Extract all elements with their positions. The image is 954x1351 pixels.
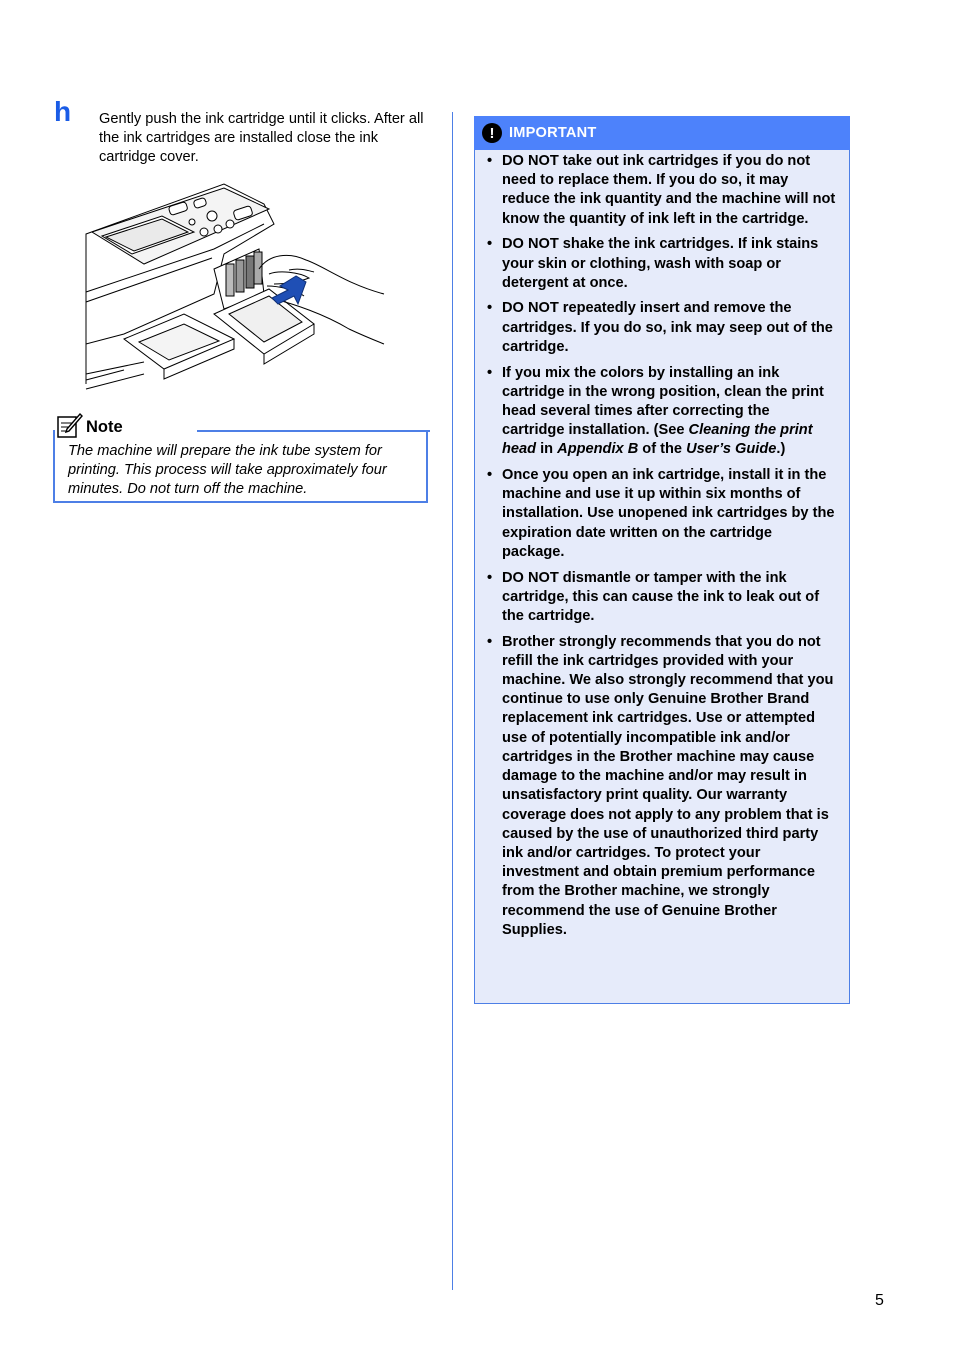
column-divider	[452, 112, 453, 1290]
step-instruction: Gently push the ink cartridge until it clicks. After all the ink cartridges are installed close the ink cartridge cover.	[99, 111, 424, 166]
item-text: If you mix the colors by installing an ink cartridge in the wrong position, clean the print head several times after correcting the cartridge installation. (See	[502, 364, 824, 439]
reference-guide: User’s Guide	[686, 441, 777, 458]
note-pencil-icon	[56, 412, 83, 439]
item-text: in	[536, 441, 558, 458]
important-title: IMPORTANT	[509, 125, 597, 141]
item-text: .)	[776, 441, 786, 458]
list-item	[486, 364, 836, 460]
item-text: of the	[638, 441, 687, 458]
note-header	[56, 412, 127, 439]
note-label: Note	[86, 418, 123, 436]
list-item: • DO NOT dismantle or tamper with the ink cartridge, this can cause the ink to leak out of the cartridge.	[486, 569, 836, 627]
important-list	[486, 152, 836, 946]
list-item: • DO NOT take out ink cartridges if you do not need to replace them. If you do so, it may reduce the ink quantity and the machine will not know the quantity of ink left in the cartridge.	[486, 152, 836, 229]
page-number: 5	[875, 1292, 884, 1309]
note-text: The machine will prepare the ink tube system for printing. This process will take approximately four minutes. Do not turn off the machine.	[68, 443, 387, 498]
note-border-top	[197, 430, 430, 432]
list-item: • DO NOT shake the ink cartridges. If ink stains your skin or clothing, wash with soap or detergent at once.	[486, 235, 836, 293]
list-item: • DO NOT repeatedly insert and remove the cartridges. If you do so, ink may seep out of the cartridge.	[486, 299, 836, 357]
exclamation-icon: !	[482, 123, 502, 143]
reference-cleaning: Cleaning the print head	[502, 422, 813, 458]
important-header	[474, 116, 850, 150]
reference-appendix: Appendix B	[557, 441, 639, 458]
step-letter: h	[54, 96, 72, 127]
list-item: • Once you open an ink cartridge, install it in the machine and use it up within six months of installation. Use unopened ink cartridges by the expiration date written on the cartridge package.	[486, 466, 836, 562]
printer-illustration	[84, 174, 394, 396]
list-item: • Brother strongly recommends that you do not refill the ink cartridges provided with your machine. We also strongly recommend that you continue to use only Genuine Brother Brand replacement ink cartridges. Use or attempted use of potentially incompatible ink and/or cartridges in the Brother machine may cause damage to the machine and/or may result in unsatisfactory print quality. Our warranty coverage does not apply to any problem that is caused by the use of unauthorized third party ink and/or cartridges. To protect your investment and obtain premium performance from the Brother machine, we strongly recommend the use of Genuine Brother Supplies.	[486, 633, 836, 940]
